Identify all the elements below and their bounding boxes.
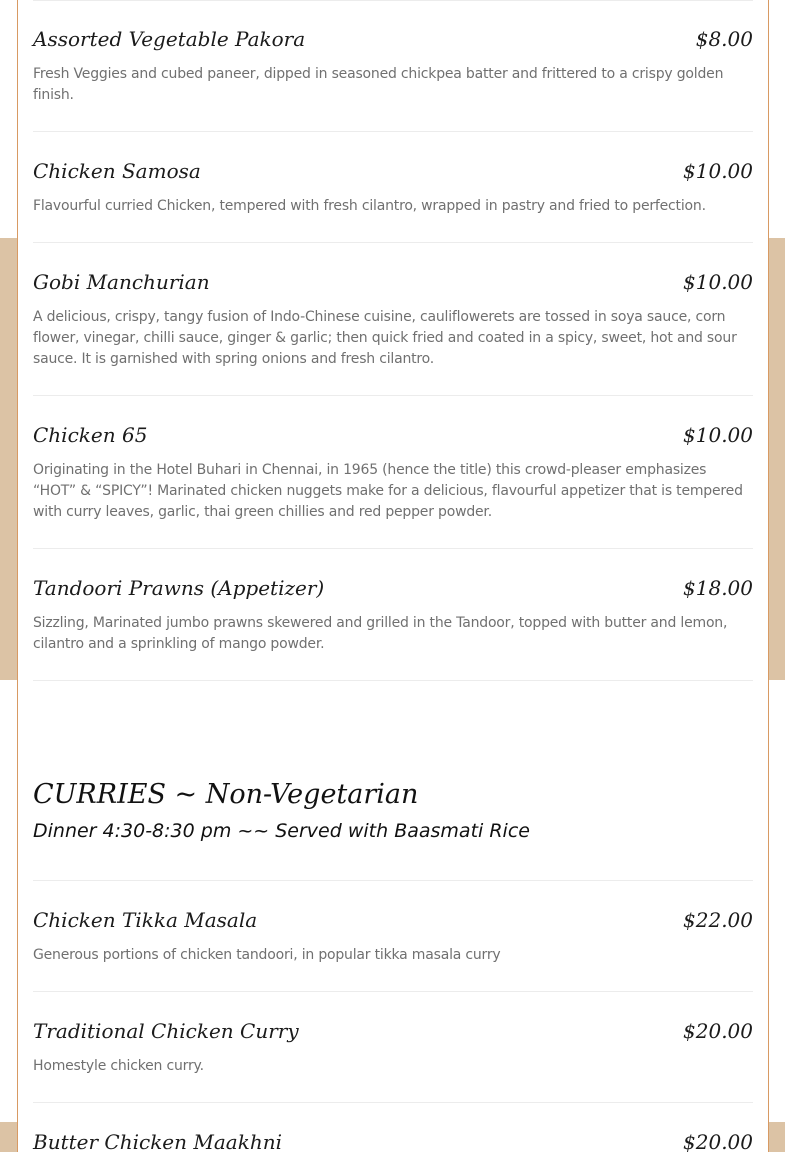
menu-item-header <box>33 1017 753 1045</box>
menu-item-price: $20.00 <box>683 1130 753 1152</box>
menu-item-name: Traditional Chicken Curry <box>33 1019 299 1043</box>
menu-item-header <box>33 906 753 934</box>
menu-item-header <box>33 25 753 53</box>
menu-item-name: Chicken Tikka Masala <box>33 908 258 932</box>
menu-item-price: $10.00 <box>683 423 753 447</box>
menu-item <box>33 396 753 548</box>
menu-item <box>33 992 753 1102</box>
menu-item-description: A delicious, crispy, tangy fusion of Indo-Chinese cuisine, cauliflowerets are tossed in soya sauce, corn flower, vinegar, chilli sauce, ginger & garlic; then quick fried and coated in a spicy, sweet, hot and sour sauce. It is garnished with spring onions and fresh cilantro. <box>33 309 737 367</box>
menu-item-price: $22.00 <box>683 908 753 932</box>
curries-section-header <box>33 681 753 880</box>
menu-item <box>33 1103 753 1152</box>
menu-item-price: $18.00 <box>683 576 753 600</box>
menu-item-header <box>33 574 753 602</box>
menu-item <box>33 881 753 991</box>
menu-item-description: Generous portions of chicken tandoori, in popular tikka masala curry <box>33 947 501 963</box>
menu-item-description: Sizzling, Marinated jumbo prawns skewered and grilled in the Tandoor, topped with butter and lemon, cilantro and a sprinkling of mango powder. <box>33 615 728 652</box>
menu-item-price: $8.00 <box>695 27 753 51</box>
menu-item-name: Chicken 65 <box>33 423 148 447</box>
menu-item <box>33 243 753 395</box>
menu-content <box>33 0 753 1152</box>
menu-item-price: $10.00 <box>683 270 753 294</box>
menu-item-description: Originating in the Hotel Buhari in Chennai, in 1965 (hence the title) this crowd-pleaser emphasizes “HOT” & “SPICY”! Marinated chicken nuggets make for a delicious, flavourful appetizer that is tempered with curry leaves, garlic, thai green chillies and red pepper powder. <box>33 462 743 520</box>
menu-item-price: $20.00 <box>683 1019 753 1043</box>
section-subtitle: Dinner 4:30-8:30 pm ~~ Served with Baasmati Rice <box>33 820 530 842</box>
menu-item-header <box>33 157 753 185</box>
menu-item-name: Gobi Manchurian <box>33 270 210 294</box>
menu-item <box>33 549 753 680</box>
menu-item-name: Butter Chicken Maakhni <box>33 1130 282 1152</box>
menu-item-header <box>33 268 753 296</box>
menu-item-price: $10.00 <box>683 159 753 183</box>
menu-item-header <box>33 1128 753 1152</box>
section-title: CURRIES ~ Non-Vegetarian <box>33 779 419 810</box>
menu-item-description: Fresh Veggies and cubed paneer, dipped in seasoned chickpea batter and frittered to a crispy golden finish. <box>33 66 724 103</box>
menu-item-name: Chicken Samosa <box>33 159 201 183</box>
menu-item-header <box>33 421 753 449</box>
menu-item-name: Tandoori Prawns (Appetizer) <box>33 576 325 600</box>
menu-item <box>33 132 753 242</box>
menu-panel <box>17 0 769 1152</box>
menu-item-name: Assorted Vegetable Pakora <box>33 27 306 51</box>
menu-item <box>33 1 753 131</box>
menu-item-description: Homestyle chicken curry. <box>33 1058 204 1074</box>
menu-item-description: Flavourful curried Chicken, tempered with fresh cilantro, wrapped in pastry and fried to perfection. <box>33 198 706 214</box>
